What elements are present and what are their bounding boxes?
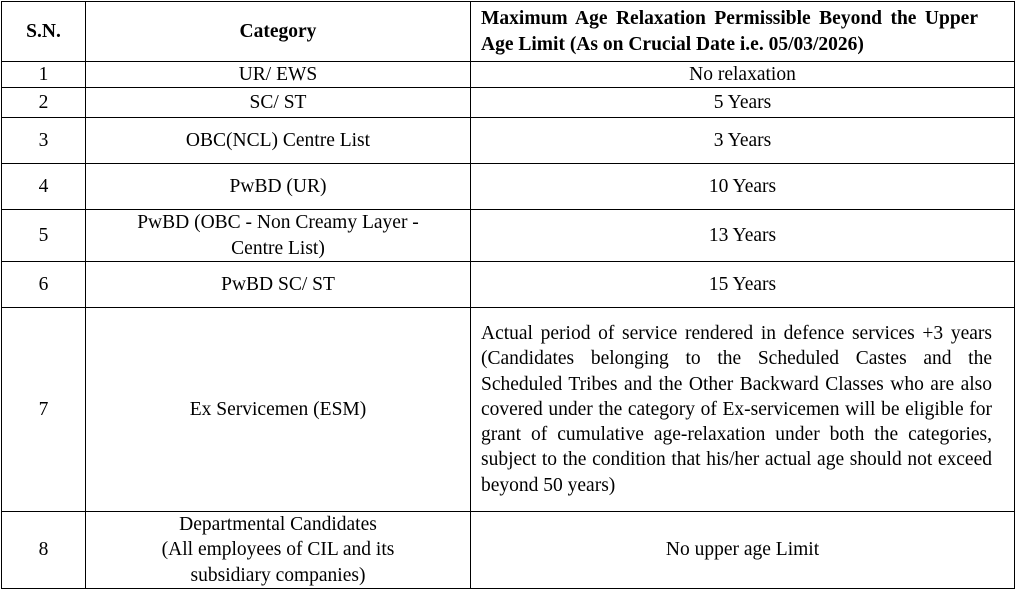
table-row xyxy=(2,88,1015,118)
table-row xyxy=(2,118,1015,164)
table-row xyxy=(2,210,1015,262)
table-row xyxy=(2,512,1015,589)
row-category: UR/ EWS xyxy=(86,62,471,88)
row-sn: 4 xyxy=(2,164,86,210)
row-relaxation: 5 Years xyxy=(471,88,1015,118)
row-relaxation: 15 Years xyxy=(471,262,1015,308)
header-sn: S.N. xyxy=(2,2,86,62)
row-relaxation: No upper age Limit xyxy=(471,512,1015,589)
row-category: PwBD (UR) xyxy=(86,164,471,210)
header-category: Category xyxy=(86,2,471,62)
row-relaxation: 10 Years xyxy=(471,164,1015,210)
row-sn: 8 xyxy=(2,512,86,589)
table-row xyxy=(2,62,1015,88)
row-sn: 7 xyxy=(2,308,86,512)
row-category: SC/ ST xyxy=(86,88,471,118)
row-relaxation: 13 Years xyxy=(471,210,1015,262)
row-category: Ex Servicemen (ESM) xyxy=(86,308,471,512)
table-row xyxy=(2,262,1015,308)
row-sn: 5 xyxy=(2,210,86,262)
row-sn: 1 xyxy=(2,62,86,88)
row-sn: 2 xyxy=(2,88,86,118)
row-relaxation: No relaxation xyxy=(471,62,1015,88)
row-category: Departmental Candidates (All employees of CIL and its subsidiary companies) xyxy=(86,512,471,589)
age-relaxation-table xyxy=(1,1,1015,589)
row-relaxation: 3 Years xyxy=(471,118,1015,164)
row-category: OBC(NCL) Centre List xyxy=(86,118,471,164)
table-row xyxy=(2,308,1015,512)
row-relaxation: Actual period of service rendered in defence services +3 years (Candidates belonging to the Scheduled Castes and the Scheduled Tribes and the Other Backward Classes who are also covered under the category of Ex-servicemen will be eligible for grant of cumulative age-relaxation under both the categories, subject to the condition that his/her actual age should not exceed beyond 50 years) xyxy=(471,308,1015,512)
row-sn: 3 xyxy=(2,118,86,164)
table-header-row xyxy=(2,2,1015,62)
table-row xyxy=(2,164,1015,210)
header-relaxation: Maximum Age Relaxation Permissible Beyond the Upper Age Limit (As on Crucial Date i.e. 05/03/2026) xyxy=(471,2,1015,62)
row-sn: 6 xyxy=(2,262,86,308)
row-category: PwBD SC/ ST xyxy=(86,262,471,308)
row-category: PwBD (OBC - Non Creamy Layer - Centre List) xyxy=(86,210,471,262)
